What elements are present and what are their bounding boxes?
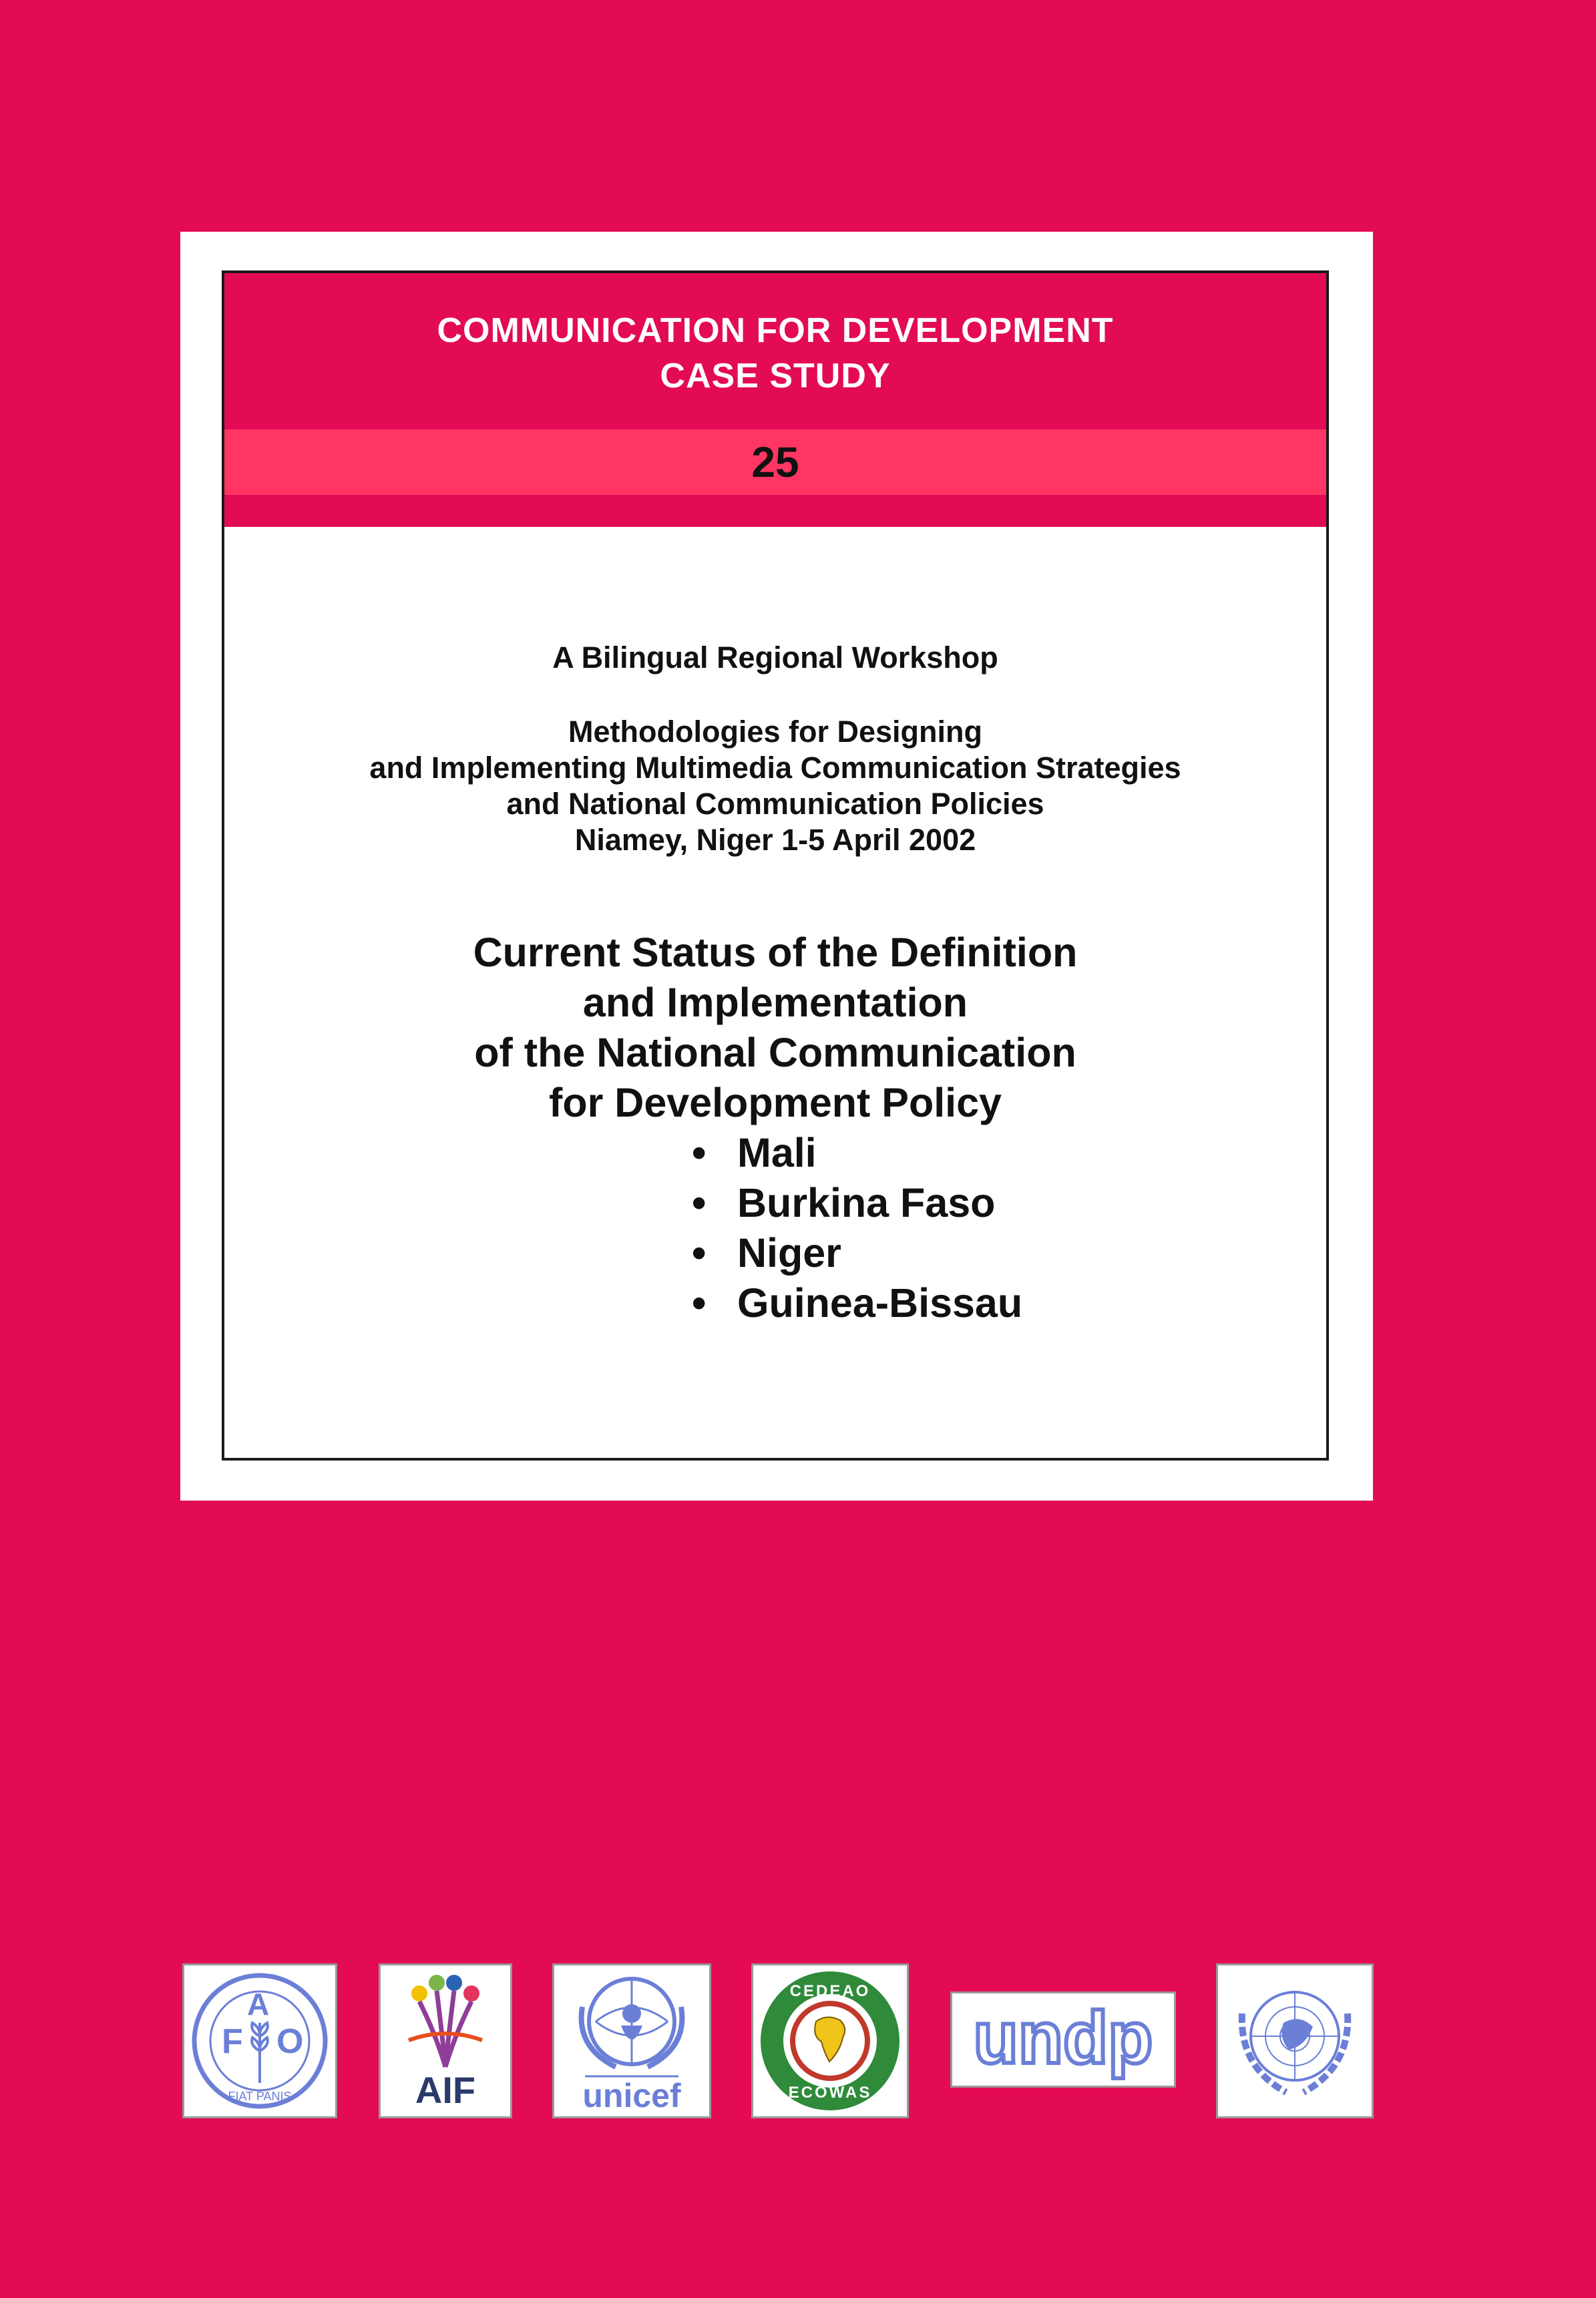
- cover-frame: [222, 270, 1329, 1461]
- series-title-line1: COMMUNICATION FOR DEVELOPMENT: [437, 311, 1114, 350]
- un-emblem-logo: [1216, 1963, 1374, 2118]
- country-item: [692, 1178, 1022, 1228]
- fao-letter-f: F: [222, 2022, 243, 2061]
- unicef-logo: [552, 1963, 711, 2118]
- ecowas-bottom-text: ECOWAS: [788, 2084, 872, 2102]
- country-item: [692, 1128, 1022, 1178]
- series-title: [224, 308, 1326, 399]
- title-line: Current Status of the Definition: [473, 930, 1078, 975]
- bullet-icon: •: [692, 1230, 707, 1276]
- undp-wordmark: undp: [973, 1997, 1153, 2079]
- partner-logos: [0, 1959, 1596, 2120]
- unicef-wordmark: unicef: [582, 2077, 681, 2114]
- fao-letter-a: A: [247, 1987, 270, 2022]
- country-item: [692, 1278, 1022, 1328]
- ecowas-top-text: CEDEAO: [789, 1982, 871, 2000]
- fao-motto: FIAT PANIS: [228, 2090, 292, 2103]
- workshop-description: [224, 714, 1326, 858]
- bullet-icon: •: [692, 1280, 707, 1326]
- workshop-line: Methodologies for Designing: [568, 715, 982, 749]
- bullet-icon: •: [692, 1130, 707, 1175]
- title-line: and Implementation: [582, 980, 968, 1025]
- undp-logo: [950, 1991, 1176, 2088]
- country-name: Guinea-Bissau: [737, 1280, 1023, 1326]
- country-name: Burkina Faso: [737, 1180, 996, 1225]
- bullet-icon: •: [692, 1180, 707, 1225]
- document-title: [224, 928, 1326, 1128]
- case-study-number: 25: [224, 429, 1326, 495]
- series-band: [224, 273, 1326, 429]
- title-line: of the National Communication: [474, 1030, 1076, 1075]
- country-name: Mali: [737, 1130, 817, 1175]
- workshop-line: and Implementing Multimedia Communication Strategies: [369, 751, 1181, 785]
- country-name: Niger: [737, 1230, 841, 1276]
- title-line: for Development Policy: [549, 1080, 1002, 1125]
- fao-logo: [182, 1963, 337, 2118]
- series-title-line2: CASE STUDY: [660, 357, 891, 395]
- country-list: [692, 1128, 1022, 1328]
- workshop-line: and National Communication Policies: [506, 787, 1044, 821]
- band-divider: [224, 495, 1326, 527]
- cover-content: [224, 527, 1326, 1458]
- aif-logo: [379, 1963, 512, 2118]
- fao-letter-o: O: [276, 2022, 304, 2061]
- aif-wordmark: AIF: [415, 2069, 476, 2111]
- ecowas-logo: [751, 1963, 909, 2118]
- cover-panel: [180, 232, 1373, 1501]
- country-item: [692, 1228, 1022, 1278]
- workshop-location-date: Niamey, Niger 1-5 April 2002: [574, 823, 976, 857]
- workshop-subtitle: A Bilingual Regional Workshop: [552, 640, 998, 675]
